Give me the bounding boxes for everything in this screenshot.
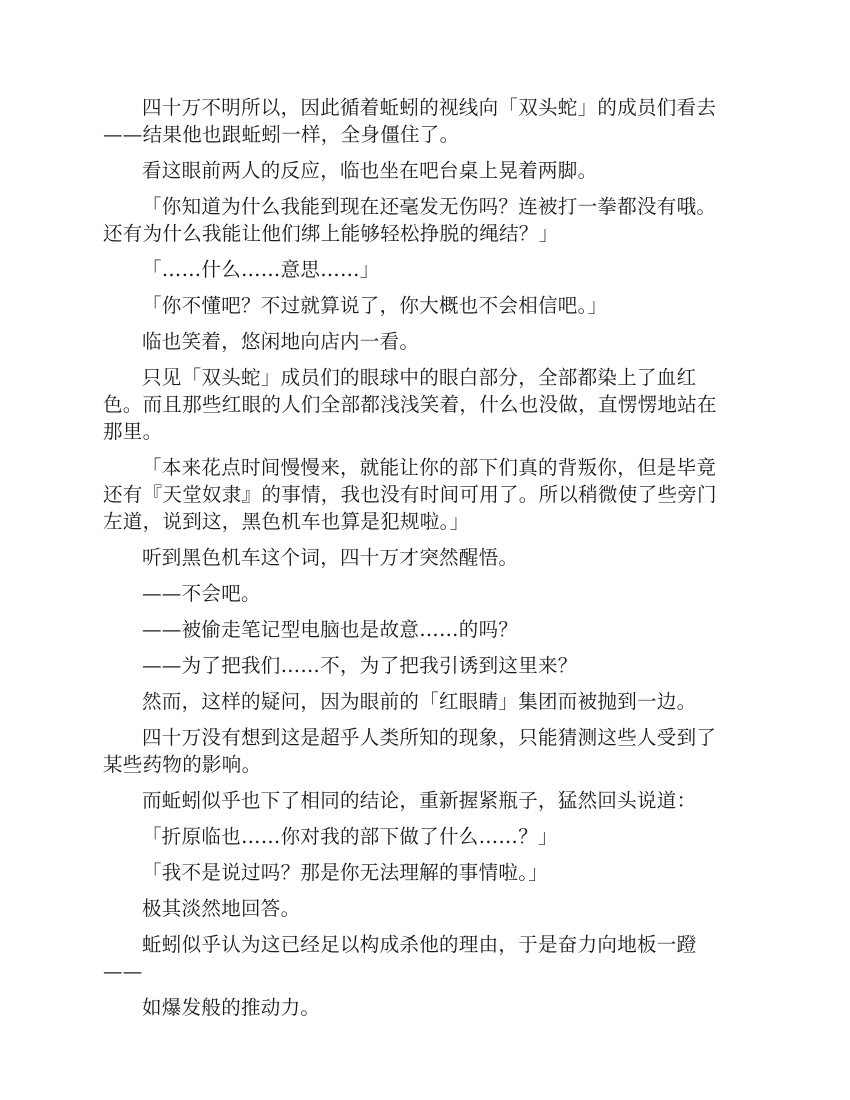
paragraph-line: 「我不是说过吗？那是你无法理解的事情啦。」 [142, 861, 549, 884]
paragraph [103, 994, 748, 1021]
paragraph-line: —— [103, 960, 143, 983]
paragraph [103, 193, 748, 247]
paragraph [103, 364, 748, 445]
paragraph [103, 544, 748, 571]
paragraph [103, 616, 748, 643]
paragraph-line: 还有『天堂奴隶』的事情，我也没有时间可用了。所以稍微使了些旁门 [103, 483, 717, 506]
paragraph-line: 「本来花点时间慢慢来，就能让你的部下们真的背叛你，但是毕竟 [142, 456, 717, 479]
paragraph [103, 157, 748, 184]
paragraph-line: 左道，说到这，黑色机车也算是犯规啦。」 [103, 510, 470, 533]
paragraph-line: 还有为什么我能让他们绑上能够轻松挣脱的绳结？」 [103, 222, 559, 245]
paragraph [103, 580, 748, 607]
paragraph [103, 256, 748, 283]
paragraph-line: 蚯蚓似乎认为这已经足以构成杀他的理由，于是奋力向地板一蹬 [142, 933, 697, 956]
paragraph [103, 787, 748, 814]
document-page [103, 94, 748, 1030]
paragraph-line: 「折原临也……你对我的部下做了什么……？」 [142, 825, 558, 848]
paragraph-line: 只见「双头蛇」成员们的眼球中的眼白部分，全部都染上了血红 [142, 366, 697, 389]
paragraph [103, 328, 748, 355]
paragraph-line: 如爆发般的推动力。 [142, 996, 321, 1019]
paragraph-line: 临也笑着，悠闲地向店内一看。 [142, 330, 420, 353]
paragraph [103, 859, 748, 886]
paragraph [103, 724, 748, 778]
paragraph-line: 而蚯蚓似乎也下了相同的结论，重新握紧瓶子，猛然回头说道： [142, 789, 697, 812]
paragraph-line: ——为了把我们……不，为了把我引诱到这里来？ [142, 654, 578, 677]
paragraph-line: 色。而且那些红眼的人们全部都浅浅笑着，什么也没做，直愣愣地站在 [103, 393, 717, 416]
paragraph [103, 292, 748, 319]
paragraph [103, 931, 748, 985]
paragraph-line: 四十万不明所以，因此循着蚯蚓的视线向「双头蛇」的成员们看去 [142, 96, 717, 119]
paragraph-line: 然而，这样的疑问，因为眼前的「红眼睛」集团而被抛到一边。 [142, 690, 697, 713]
paragraph [103, 895, 748, 922]
paragraph-line: 看这眼前两人的反应，临也坐在吧台桌上晃着两脚。 [142, 159, 598, 182]
paragraph [103, 688, 748, 715]
paragraph-line: 某些药物的影响。 [103, 753, 262, 776]
paragraph-line: 那里。 [103, 420, 163, 443]
paragraph-line: ——结果他也跟蚯蚓一样，全身僵住了。 [103, 123, 460, 146]
paragraph-line: 「……什么……意思……」 [142, 258, 380, 281]
paragraph-line: ——不会吧。 [142, 582, 261, 605]
paragraph-line: 「你知道为什么我能到现在还毫发无伤吗？连被打一拳都没有哦。 [142, 195, 717, 218]
paragraph [103, 652, 748, 679]
paragraph [103, 94, 748, 148]
paragraph-line: ——被偷走笔记型电脑也是故意……的吗？ [142, 618, 519, 641]
paragraph [103, 823, 748, 850]
paragraph [103, 454, 748, 535]
paragraph-line: 「你不懂吧？不过就算说了，你大概也不会相信吧。」 [142, 294, 608, 317]
paragraph-line: 极其淡然地回答。 [142, 897, 301, 920]
paragraph-line: 四十万没有想到这是超乎人类所知的现象，只能猜测这些人受到了 [142, 726, 717, 749]
paragraph-line: 听到黑色机车这个词，四十万才突然醒悟。 [142, 546, 519, 569]
